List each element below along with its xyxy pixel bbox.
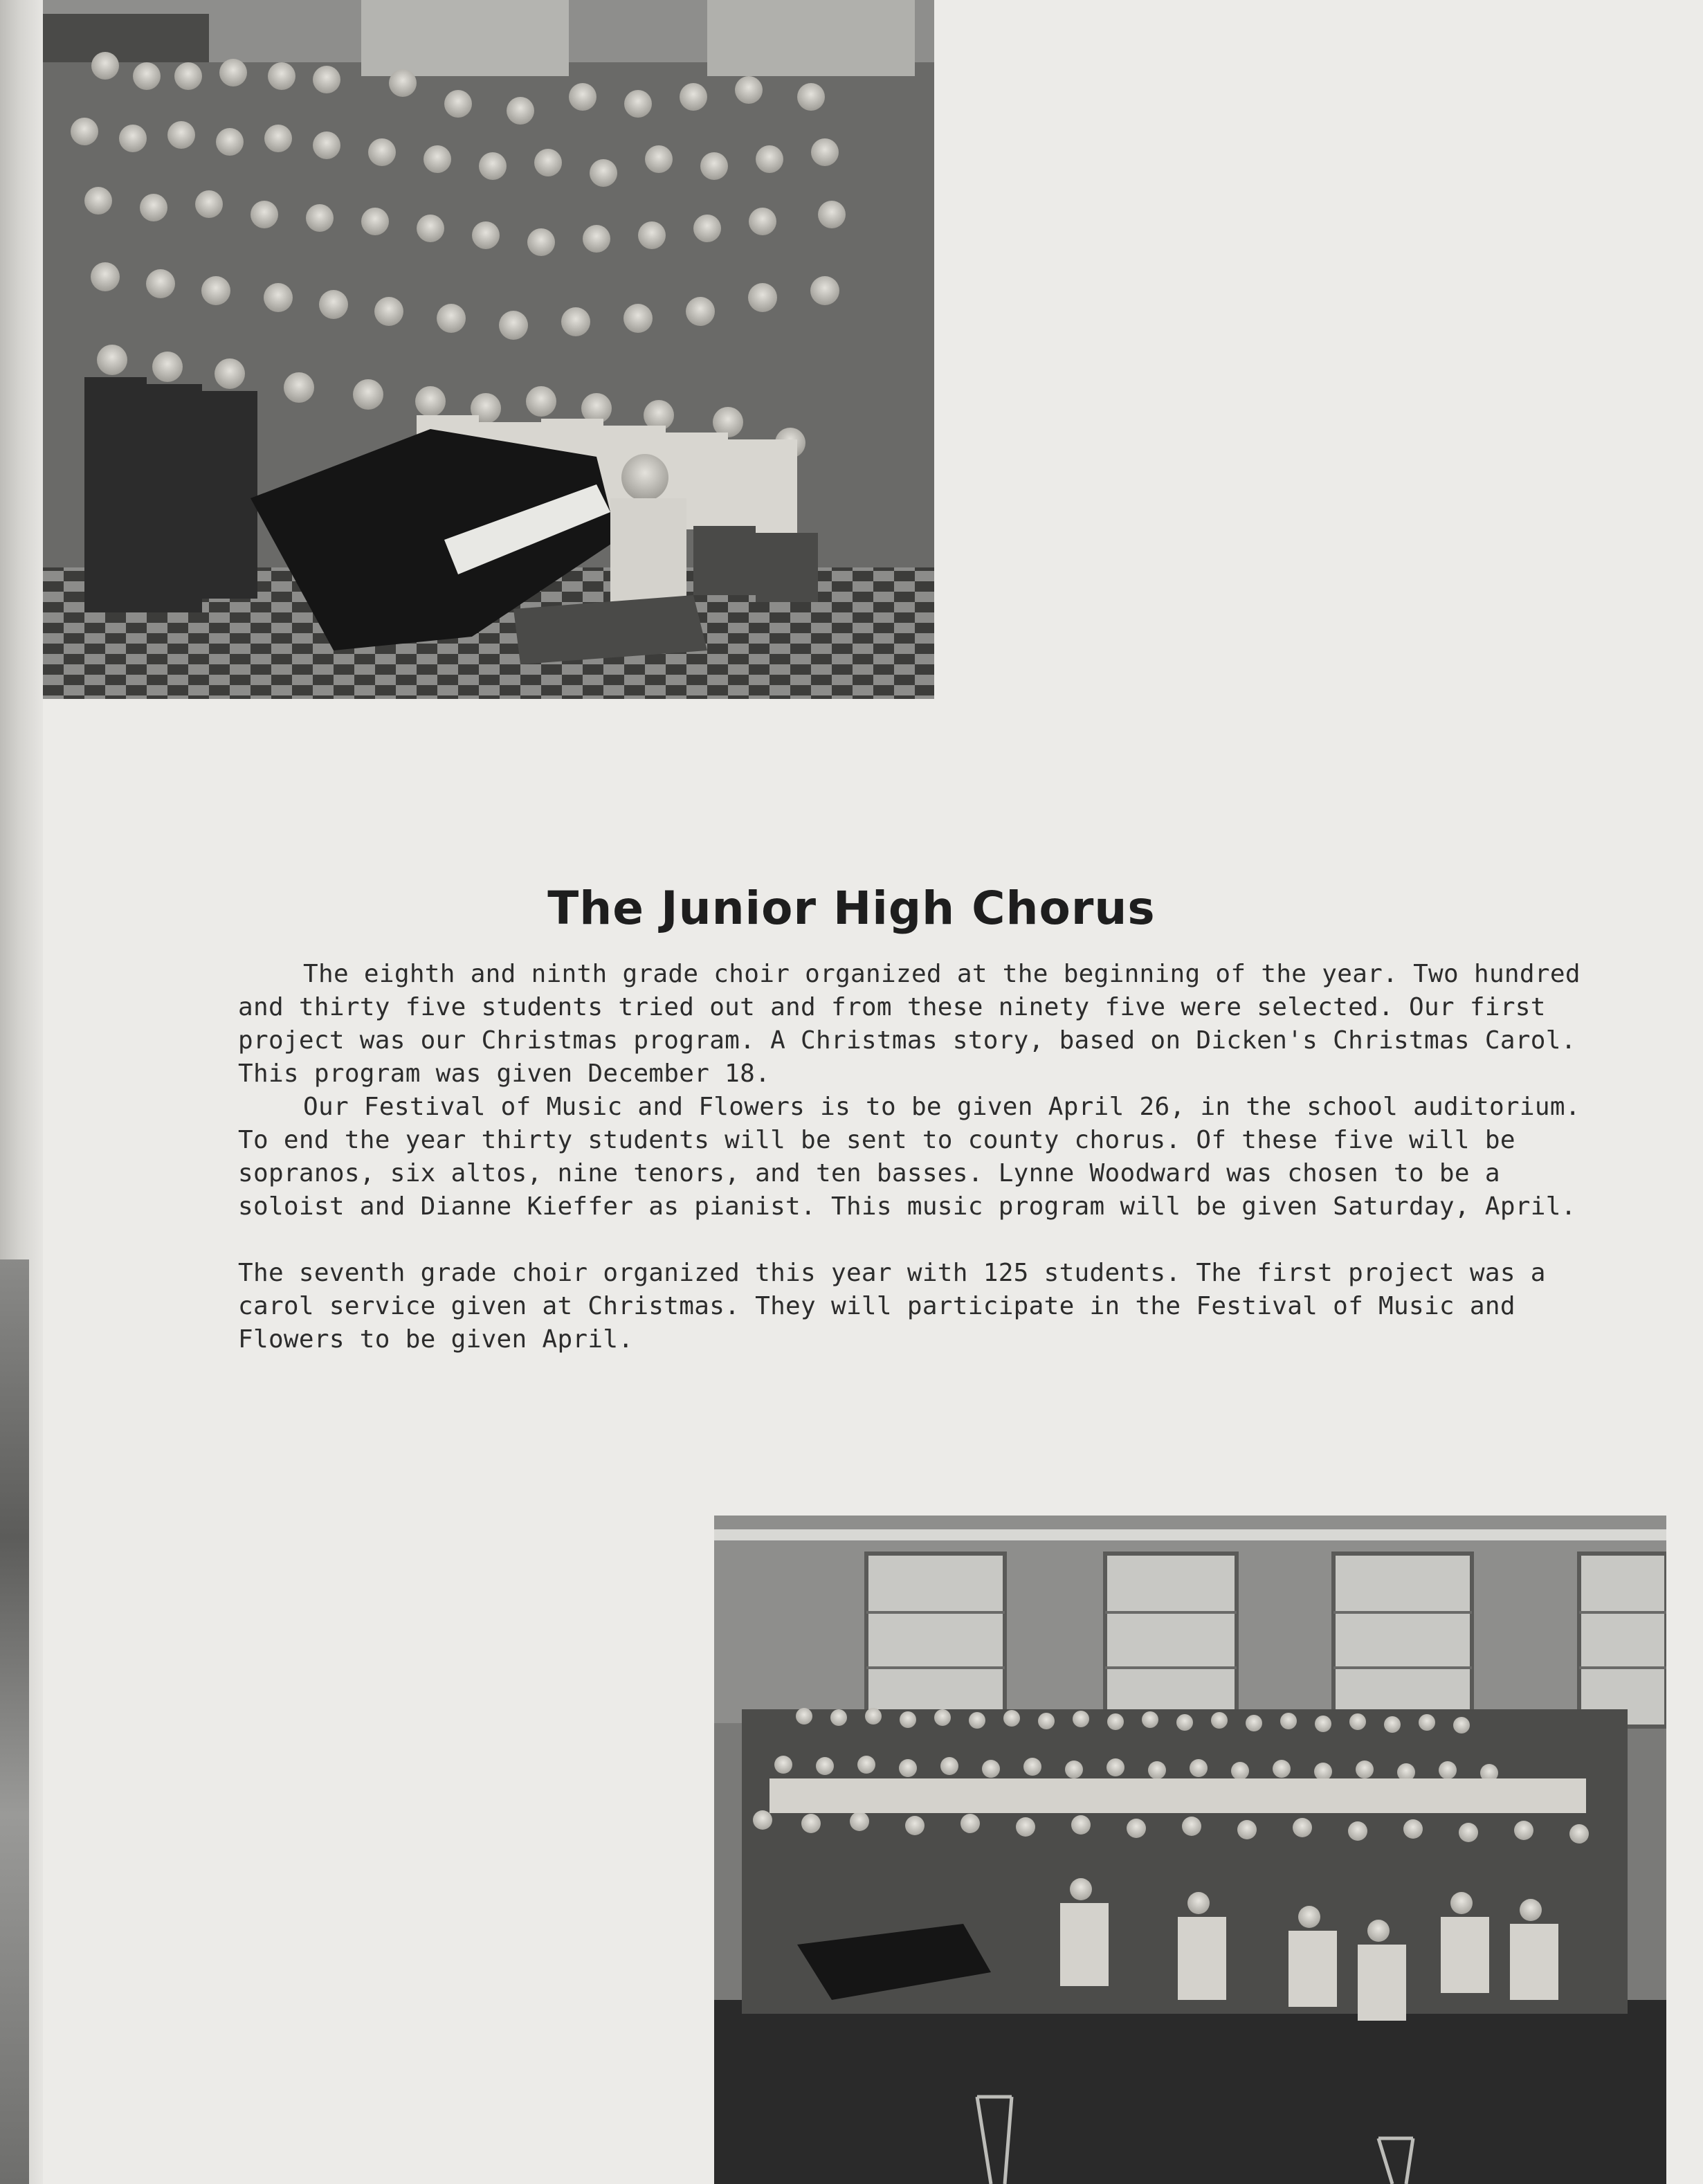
paragraph-1: The eighth and ninth grade choir organized at the beginning of the year. Two hundred and thirty five students tried out and from these ninety five were selected. Our first project was our Christmas program. A Christmas story, based on Dicken's Christmas Carol. This program was given December 18.: [238, 960, 1581, 1088]
group-photo-icon: [43, 0, 934, 699]
chorus-photo-top: [43, 0, 934, 699]
article-body: [238, 958, 1587, 1356]
paragraph-3: The seventh grade choir organized this year with 125 students. The first project was a carol service given at Christmas. They will participate in the Festival of Music and Flowers to be given April.: [238, 1259, 1546, 1354]
chorus-photo-bottom: [714, 1516, 1666, 2184]
paragraph-2: Our Festival of Music and Flowers is to be given April 26, in the school auditorium. To end the year thirty students will be sent to county chorus. Of these five will be sopranos, six altos, nine tenors, and ten basses. Lynne Woodward was chosen to be a soloist and Dianne Kieffer as pianist. This music program will be given Saturday, April.: [238, 1093, 1581, 1221]
group-photo-icon: [714, 1516, 1666, 2184]
adjacent-page-edge: [0, 1259, 29, 2184]
page-title: The Junior High Chorus: [547, 882, 1156, 935]
